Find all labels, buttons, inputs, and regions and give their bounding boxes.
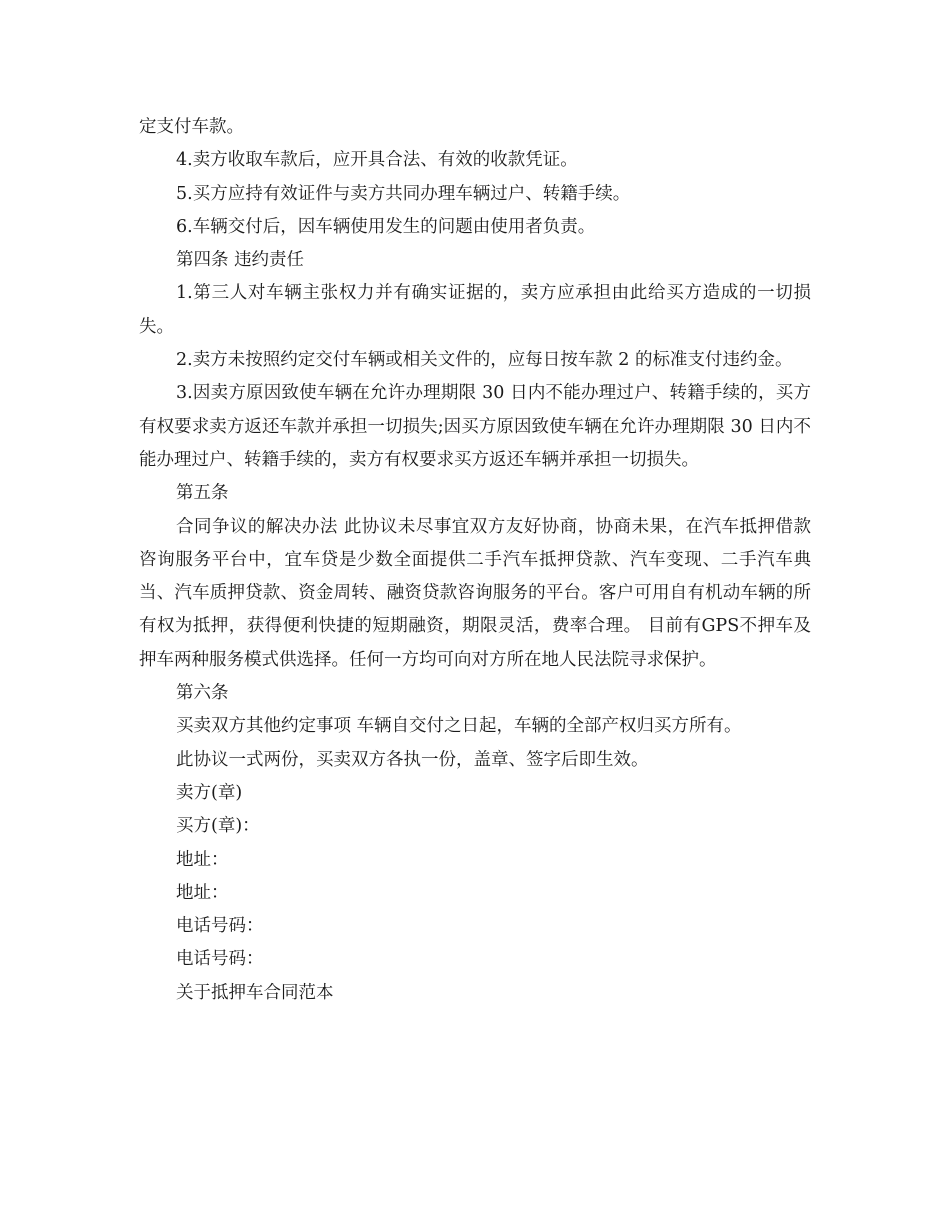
breach-item-2: 2.卖方未按照约定交付车辆或相关文件的，应每日按车款 2 的标准支付违约金。 (176, 350, 793, 371)
document-body (139, 111, 811, 1010)
clause-item-receipt: 4.卖方收取车款后，应开具合法、有效的收款凭证。 (176, 150, 578, 171)
article-4-heading: 第四条 违约责任 (176, 250, 305, 271)
other-terms-paragraph: 买卖双方其他约定事项 车辆自交付之日起，车辆的全部产权归买方所有。 (176, 716, 742, 737)
document-footer-title: 关于抵押车合同范本 (176, 982, 334, 1003)
buyer-phone-line: 电话号码： (176, 949, 264, 970)
article-5-heading: 第五条 (176, 483, 229, 504)
seller-seal-line: 卖方(章) (176, 782, 243, 803)
dispute-resolution-paragraph: 合同争议的解决办法 此协议未尽事宜双方友好协商，协商未果，在汽车抵押借款咨询服务平台中，宜车贷是少数全面提供二手汽车抵押贷款、汽车变现、二手汽车典当、汽车质押贷款、资金周转、融资贷款咨询服务的平台。客户可用自有机动车辆的所有权为抵押，获得便利快捷的短期融资，期限灵活，费率合理。 目前有GPS不押车及押车两种服务模式供选择。任何一方均可向对方所在地人民法院寻求保护。 (139, 516, 811, 670)
seller-phone-line: 电话号码： (176, 916, 264, 937)
buyer-address-line: 地址： (176, 882, 229, 903)
paragraph-payment-continuation: 定支付车款。 (139, 117, 244, 137)
article-6-heading: 第六条 (176, 683, 229, 704)
seller-address-line: 地址： (176, 849, 229, 870)
breach-item-3: 3.因卖方原因致使车辆在允许办理期限 30 日内不能办理过户、转籍手续的，买方有权要求卖方返还车款并承担一切损失;因买方原因致使车辆在允许办理期限 30 日内不能办理过户、转籍手续的，卖方有权要求买方返还车辆并承担一切损失。 (139, 383, 811, 470)
buyer-seal-line: 买方(章)： (176, 816, 260, 837)
breach-item-1: 1.第三人对车辆主张权力并有确实证据的，卖方应承担由此给买方造成的一切损失。 (139, 283, 811, 337)
clause-item-liability: 6.车辆交付后，因车辆使用发生的问题由使用者负责。 (176, 216, 596, 237)
clause-item-transfer: 5.买方应持有效证件与卖方共同办理车辆过户、转籍手续。 (176, 183, 631, 204)
effectiveness-paragraph: 此协议一式两份，买卖双方各执一份，盖章、签字后即生效。 (176, 749, 649, 770)
